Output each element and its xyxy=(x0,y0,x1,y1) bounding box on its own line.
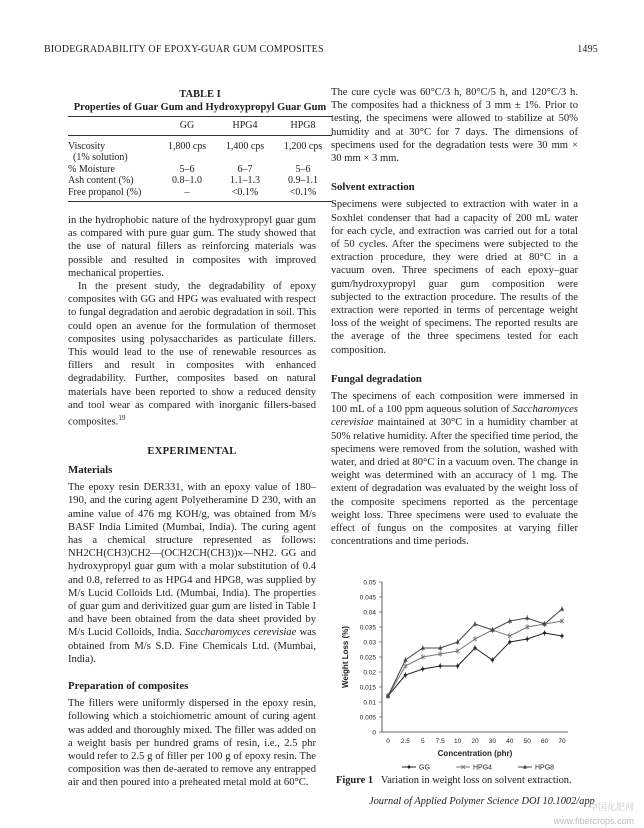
weight-loss-chart xyxy=(336,574,576,774)
legend-label: HPG8 xyxy=(535,764,555,772)
x-tick-label: 7.5 xyxy=(435,738,445,745)
legend-label: GG xyxy=(419,764,430,772)
watermark-cn: 中国化肥网 xyxy=(588,803,634,813)
y-tick-label: 0.035 xyxy=(359,624,376,632)
point-hpg8 xyxy=(560,607,564,611)
series-line-hpg4 xyxy=(388,621,562,696)
y-tick-label: 0.05 xyxy=(363,579,376,587)
table-title: Properties of Guar Gum and Hydroxypropyl Guar Gum xyxy=(73,102,327,113)
running-header xyxy=(44,44,598,55)
x-tick-label: 70 xyxy=(558,738,566,745)
paragraph: The fillers were uniformly dispersed in the epoxy resin, following which a stoichiometric amount of curing agent was added and thoroughly mixed. The filler was added on a weight basis per hundred grams of resin, i.e., 2.5 phr would refer to 2.5 g of filler per 100 g of epoxy resin. The composition was then de-aerated to remove any entrapped air and then poured into a preheated metal mold at 60°C. xyxy=(68,698,316,789)
y-tick-label: 0.015 xyxy=(359,684,376,692)
y-tick-label: 0.03 xyxy=(363,639,376,647)
table-col-hpg8: HPG8 xyxy=(290,120,316,131)
y-tick-label: 0.01 xyxy=(363,699,376,707)
x-tick-label: 2.5 xyxy=(400,738,410,745)
table-col-hpg4: HPG4 xyxy=(232,120,258,131)
point-gg xyxy=(560,634,564,638)
properties-table xyxy=(68,116,332,202)
table-label: TABLE I xyxy=(179,89,221,100)
subsection-heading-solvent: Solvent extraction xyxy=(331,181,415,194)
y-tick-label: 0.045 xyxy=(359,594,376,602)
right-column xyxy=(331,86,578,549)
figure-caption: Figure 1 Variation in weight loss on solvent extraction. xyxy=(336,775,572,786)
table-col-gg: GG xyxy=(179,120,195,131)
section-heading-experimental: EXPERIMENTAL xyxy=(147,445,237,457)
y-axis-label: Weight Loss (%) xyxy=(341,625,350,689)
table-row: Viscosity (1% solution) 1,800 cps 1,400 cps 1,200 cps xyxy=(68,135,332,164)
x-tick-label: 0 xyxy=(386,738,390,745)
legend-label: HPG4 xyxy=(473,764,493,772)
x-tick-label: 10 xyxy=(453,738,462,745)
point-gg xyxy=(543,631,547,635)
x-tick-label: 60 xyxy=(540,738,549,745)
table-row: Free propanol (%) – <0.1% <0.1% xyxy=(68,187,332,202)
point-gg xyxy=(525,637,529,641)
table-row: % Moisture 5–6 6–7 5–6 xyxy=(68,163,311,175)
x-tick-label: 40 xyxy=(506,738,514,745)
x-axis-label: Concentration (phr) xyxy=(437,749,513,758)
subsection-heading-materials: Materials xyxy=(68,463,113,476)
y-tick-label: 0.04 xyxy=(363,609,376,617)
chemical-formula: 2CH(CH3)CH2—(OCH2CH(CH3))x—NH2 xyxy=(83,548,274,560)
left-column xyxy=(68,214,316,790)
subsection-heading-fungal: Fungal degradation xyxy=(331,372,422,385)
y-tick-label: 0.025 xyxy=(359,654,376,662)
point-hpg8 xyxy=(525,616,529,620)
watermark-url: www.fibercrops.com xyxy=(553,816,634,826)
paragraph: In the present study, the degradability of epoxy composites with GG and HPG was evaluated with respect to fungal degradation and aerobic degradation in soil. This could open an avenue for the formulation of thermoset composites using polysaccharides as particulate fillers. This would lead to the use of renewable resources as fillers and result in composites with enhanced degradability. Further, composites based on natural materials have been reported to show a reduced density and tool wear as compared with inorganic fillers-based composites.$^{19}$ xyxy=(68,281,316,428)
running-title: BIODEGRADABILITY OF EPOXY-GUAR GUM COMPOSITES xyxy=(44,44,324,55)
journal-footer: Journal of Applied Polymer Science DOI 10.1002/app xyxy=(369,796,595,807)
paragraph: in the hydrophobic nature of the hydroxypropyl guar gum as compared with pure guar gum. The study showed that the use of natural fillers as reinforcing materials was possible and resulted in composites with improved mechanical properties. xyxy=(68,215,316,279)
y-tick-label: 0.02 xyxy=(363,669,376,677)
paragraph: The epoxy resin DER331, with an epoxy value of 180–190, and the curing agent Polyetheramine D 230, with an amine value of 476 mg KOH/g, was obtained from M/s BASF India Limited (Mumbai, India). The curing agent has a chemical structure represented as follows: NH2CH(CH3)CH2—(OCH2CH(CH3))x—NH2. GG and hydroxypropyl guar gum with a molar substitution of 0.4 and 0.8, referred to as HPG4 and HPG8, was supplied by M/s Lucid Colloids Ltd. (Mumbai, India). The properties of guar gum and derivitized guar gum are listed in Table I and have been obtained from the data sheet provided by M/s Lucid Colloids, India. Saccharomyces cerevisiae was obtained from M/s S.D. Fine Chemicals Ltd. (Mumbai, India). xyxy=(68,482,317,665)
paragraph: Specimens were subjected to extraction with water in a Soxhlet condenser that had a capacity of 200 mL water for each cycle, and extraction was carried out for a total of 50 cycles. After the specimens were subjected to the extraction procedure, they were dried at 80°C in a vacuum oven. Three specimens of each epoxy–guar gum/hydroxypropyl guar gum composition were subjected to the extraction procedure. The results of the extraction were reported in terms of percentage weight loss of the weight of specimens. The reported results are the average of the three specimens tested for each composition. xyxy=(331,199,578,356)
paragraph: The specimens of each composition were immersed in 100 mL of a 100 ppm aqueous solution of Saccharomyces cerevisiae maintained at 30°C in a humidity chamber at 50% relative humidity. After the specified time period, the specimens were removed from the solution, washed with water, and dried at 80°C in a vacuum oven. The change in weight was determined with an accuracy of 1 mg. The extent of degradation was evaluated by the weight loss of the composite specimens reported as the percentage weight loss. Three specimens were used to evaluate the effect of fungus on the composites at varying filler concentrations and time periods. xyxy=(331,391,579,548)
point-gg xyxy=(438,664,442,668)
legend-marker xyxy=(407,765,411,769)
x-tick-label: 20 xyxy=(471,738,479,745)
page-number: 1495 xyxy=(577,44,598,55)
series-line-gg xyxy=(388,633,562,696)
subsection-heading-preparation: Preparation of composites xyxy=(68,680,189,693)
x-tick-label: 5 xyxy=(420,738,425,745)
point-hpg8 xyxy=(473,622,477,626)
table-block xyxy=(68,88,332,202)
y-tick-label: 0.005 xyxy=(359,714,376,722)
x-tick-label: 30 xyxy=(488,738,497,745)
table-row: Ash content (%) 0.8–1.0 1.1–1.3 0.9–1.1 xyxy=(68,175,318,186)
x-tick-label: 50 xyxy=(523,738,531,745)
y-tick-label: 0 xyxy=(372,729,376,737)
point-gg xyxy=(421,667,425,671)
paragraph: The cure cycle was 60°C/3 h, 80°C/5 h, and 120°C/3 h. The composites had a thickness of 3 mm ± 1%. Prior to testing, the specimens were allowed to stabilize at 50% humidity and at 30°C for 7 days. The dimensions of specimens used for the degradation tests were 30 mm × 30 mm × 3 mm. xyxy=(331,87,578,165)
